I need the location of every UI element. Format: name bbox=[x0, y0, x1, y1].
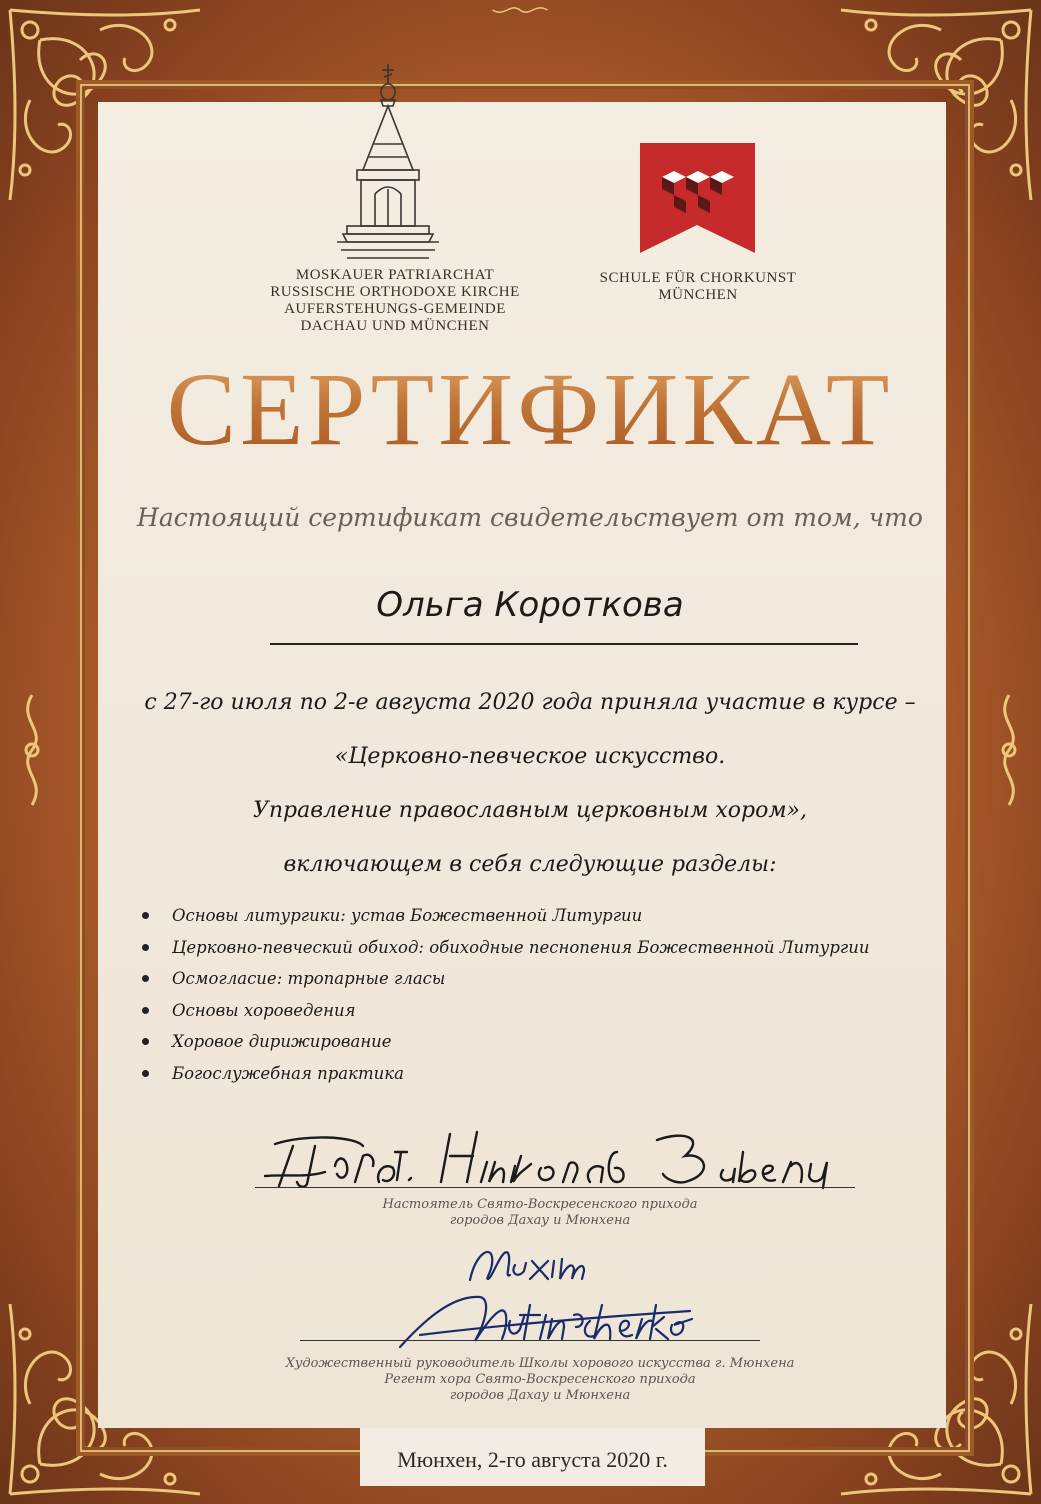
top-center-ornament bbox=[490, 0, 550, 30]
list-item bbox=[130, 900, 890, 932]
caption-line: городов Дахау и Мюнхена bbox=[449, 1388, 631, 1403]
bullet-icon bbox=[142, 1007, 149, 1014]
bullet-icon bbox=[142, 944, 149, 951]
intro-text: Настоящий сертификат свидетельствует от том, что bbox=[137, 503, 923, 532]
bullet-icon bbox=[142, 1038, 149, 1045]
signature-rector bbox=[245, 1116, 865, 1196]
church-line-2: RUSSISCHE ORTHODOXE KIRCHE bbox=[270, 284, 520, 300]
caption-line: городов Дахау и Мюнхена bbox=[449, 1213, 631, 1228]
name-underline bbox=[270, 643, 858, 645]
signature-director-line bbox=[300, 1340, 760, 1341]
signature-director bbox=[380, 1235, 710, 1355]
choir-school-logo bbox=[640, 143, 755, 271]
bullet-icon bbox=[142, 975, 149, 982]
church-logo bbox=[333, 62, 443, 260]
choir-school-name bbox=[580, 270, 816, 304]
side-ornament-left bbox=[12, 690, 52, 810]
course-dates: с 27-го июля по 2-е августа 2020 года приняла участие в курсе – bbox=[144, 690, 916, 715]
place-and-date: Мюнхен, 2-го августа 2020 г. bbox=[360, 1428, 705, 1486]
church-line-1: MOSKAUER PATRIARCHAT bbox=[295, 267, 495, 283]
section-label: Основы литургики: устав Божественной Литургии bbox=[172, 906, 643, 925]
caption-line: Регент хора Свято-Воскресенского прихода bbox=[384, 1372, 696, 1387]
signature-director-caption bbox=[270, 1356, 810, 1404]
certificate-title: СЕРТИФИКАТ bbox=[120, 350, 940, 470]
section-label: Церковно-певческий обиход: обиходные песнопения Божественной Литургии bbox=[172, 937, 870, 957]
signature-rector-line bbox=[255, 1187, 855, 1188]
sections-list bbox=[130, 900, 890, 1089]
church-line-3: AUFERSTEHUNGS-GEMEINDE bbox=[284, 301, 506, 317]
section-label: Осмогласие: тропарные гласы bbox=[172, 969, 446, 988]
choir-line-2: MÜNCHEN bbox=[658, 287, 738, 303]
church-line-4: DACHAU UND MÜNCHEN bbox=[300, 318, 490, 334]
sections-intro: включающем в себя следующие разделы: bbox=[283, 852, 777, 877]
list-item bbox=[130, 1058, 890, 1090]
bullet-icon bbox=[142, 1070, 149, 1077]
list-item bbox=[130, 1026, 890, 1058]
section-label: Основы хороведения bbox=[172, 1000, 356, 1020]
list-item bbox=[130, 932, 890, 964]
course-title-line-1: «Церковно-певческое искусство. bbox=[334, 744, 726, 769]
course-title-line-2: Управление православным церковным хором», bbox=[252, 798, 808, 823]
side-ornament-right bbox=[989, 690, 1029, 810]
list-item bbox=[130, 995, 890, 1027]
list-item bbox=[130, 963, 890, 995]
caption-line: Настоятель Свято-Воскресенского прихода bbox=[382, 1197, 698, 1212]
section-label: Богослужебная практика bbox=[172, 1063, 404, 1083]
section-label: Хоровое дирижирование bbox=[172, 1032, 392, 1051]
bullet-icon bbox=[142, 912, 149, 919]
church-name bbox=[250, 267, 540, 335]
recipient-name: Ольга Короткова bbox=[376, 585, 684, 625]
choir-line-1: SCHULE FÜR CHORKUNST bbox=[599, 270, 797, 286]
caption-line: Художественный руководитель Школы хорового искусства г. Мюнхена bbox=[285, 1356, 795, 1371]
signature-rector-caption bbox=[330, 1197, 750, 1229]
